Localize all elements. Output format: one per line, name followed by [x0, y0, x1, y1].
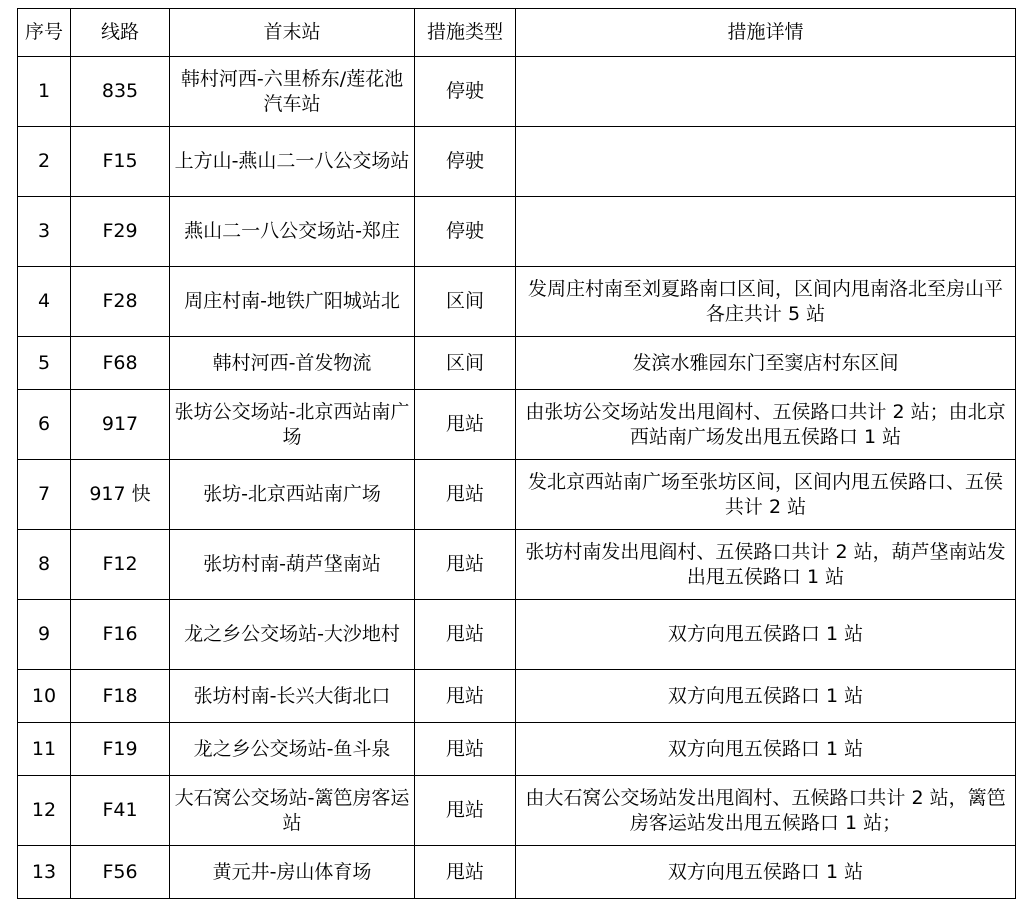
- table-row: [18, 460, 1016, 530]
- cell-line: 835: [71, 57, 170, 127]
- cell-type: 甩站: [415, 530, 516, 600]
- cell-detail: 由张坊公交场站发出甩阎村、五侯路口共计 2 站；由北京西站南广场发出甩五侯路口 1 站: [516, 390, 1016, 460]
- cell-stations: 燕山二一八公交场站-郑庄: [170, 197, 415, 267]
- header-type: 措施类型: [415, 9, 516, 57]
- cell-detail: [516, 197, 1016, 267]
- cell-stations: 张坊-北京西站南广场: [170, 460, 415, 530]
- table-row: [18, 846, 1016, 899]
- cell-line: F29: [71, 197, 170, 267]
- bus-measures-table: [17, 8, 1016, 899]
- cell-no: 2: [18, 127, 71, 197]
- cell-detail: 双方向甩五侯路口 1 站: [516, 600, 1016, 670]
- cell-stations: 龙之乡公交场站-大沙地村: [170, 600, 415, 670]
- cell-detail: 双方向甩五侯路口 1 站: [516, 846, 1016, 899]
- table-row: [18, 723, 1016, 776]
- cell-no: 7: [18, 460, 71, 530]
- cell-stations: 上方山-燕山二一八公交场站: [170, 127, 415, 197]
- cell-no: 13: [18, 846, 71, 899]
- cell-line: F12: [71, 530, 170, 600]
- table-row: [18, 390, 1016, 460]
- cell-type: 停驶: [415, 127, 516, 197]
- cell-no: 6: [18, 390, 71, 460]
- table-row: [18, 600, 1016, 670]
- cell-type: 甩站: [415, 670, 516, 723]
- cell-type: 甩站: [415, 723, 516, 776]
- table-header-row: [18, 9, 1016, 57]
- cell-type: 甩站: [415, 600, 516, 670]
- table-row: [18, 337, 1016, 390]
- cell-line: F41: [71, 776, 170, 846]
- cell-stations: 韩村河西-六里桥东/莲花池汽车站: [170, 57, 415, 127]
- table-row: [18, 670, 1016, 723]
- cell-line: F28: [71, 267, 170, 337]
- table-row: [18, 197, 1016, 267]
- table-row: [18, 127, 1016, 197]
- cell-detail: 双方向甩五侯路口 1 站: [516, 670, 1016, 723]
- cell-stations: 黄元井-房山体育场: [170, 846, 415, 899]
- cell-type: 区间: [415, 267, 516, 337]
- cell-type: 甩站: [415, 776, 516, 846]
- cell-stations: 张坊村南-长兴大街北口: [170, 670, 415, 723]
- cell-detail: 发滨水雅园东门至窦店村东区间: [516, 337, 1016, 390]
- cell-type: 区间: [415, 337, 516, 390]
- cell-line: F56: [71, 846, 170, 899]
- cell-stations: 张坊村南-葫芦垡南站: [170, 530, 415, 600]
- cell-stations: 周庄村南-地铁广阳城站北: [170, 267, 415, 337]
- cell-line: F19: [71, 723, 170, 776]
- cell-detail: 发周庄村南至刘夏路南口区间，区间内甩南洛北至房山平各庄共计 5 站: [516, 267, 1016, 337]
- cell-no: 4: [18, 267, 71, 337]
- cell-detail: [516, 127, 1016, 197]
- cell-line: F16: [71, 600, 170, 670]
- cell-detail: 张坊村南发出甩阎村、五侯路口共计 2 站，葫芦垡南站发出甩五侯路口 1 站: [516, 530, 1016, 600]
- cell-detail: 双方向甩五侯路口 1 站: [516, 723, 1016, 776]
- cell-line: 917: [71, 390, 170, 460]
- cell-line: F68: [71, 337, 170, 390]
- cell-no: 11: [18, 723, 71, 776]
- cell-stations: 韩村河西-首发物流: [170, 337, 415, 390]
- table-row: [18, 776, 1016, 846]
- table-row: [18, 57, 1016, 127]
- cell-type: 甩站: [415, 460, 516, 530]
- cell-no: 10: [18, 670, 71, 723]
- cell-type: 停驶: [415, 197, 516, 267]
- cell-line: 917 快: [71, 460, 170, 530]
- cell-stations: 大石窝公交场站-篱笆房客运站: [170, 776, 415, 846]
- cell-no: 8: [18, 530, 71, 600]
- cell-no: 3: [18, 197, 71, 267]
- header-detail: 措施详情: [516, 9, 1016, 57]
- cell-type: 甩站: [415, 390, 516, 460]
- cell-no: 9: [18, 600, 71, 670]
- cell-detail: 发北京西站南广场至张坊区间，区间内甩五侯路口、五侯共计 2 站: [516, 460, 1016, 530]
- cell-no: 12: [18, 776, 71, 846]
- header-stations: 首末站: [170, 9, 415, 57]
- cell-detail: 由大石窝公交场站发出甩阎村、五候路口共计 2 站，篱笆房客运站发出甩五候路口 1 站；: [516, 776, 1016, 846]
- cell-line: F15: [71, 127, 170, 197]
- cell-type: 停驶: [415, 57, 516, 127]
- cell-no: 1: [18, 57, 71, 127]
- cell-detail: [516, 57, 1016, 127]
- table-row: [18, 530, 1016, 600]
- cell-no: 5: [18, 337, 71, 390]
- header-line: 线路: [71, 9, 170, 57]
- cell-stations: 龙之乡公交场站-鱼斗泉: [170, 723, 415, 776]
- cell-stations: 张坊公交场站-北京西站南广场: [170, 390, 415, 460]
- header-no: 序号: [18, 9, 71, 57]
- table-row: [18, 267, 1016, 337]
- cell-type: 甩站: [415, 846, 516, 899]
- cell-line: F18: [71, 670, 170, 723]
